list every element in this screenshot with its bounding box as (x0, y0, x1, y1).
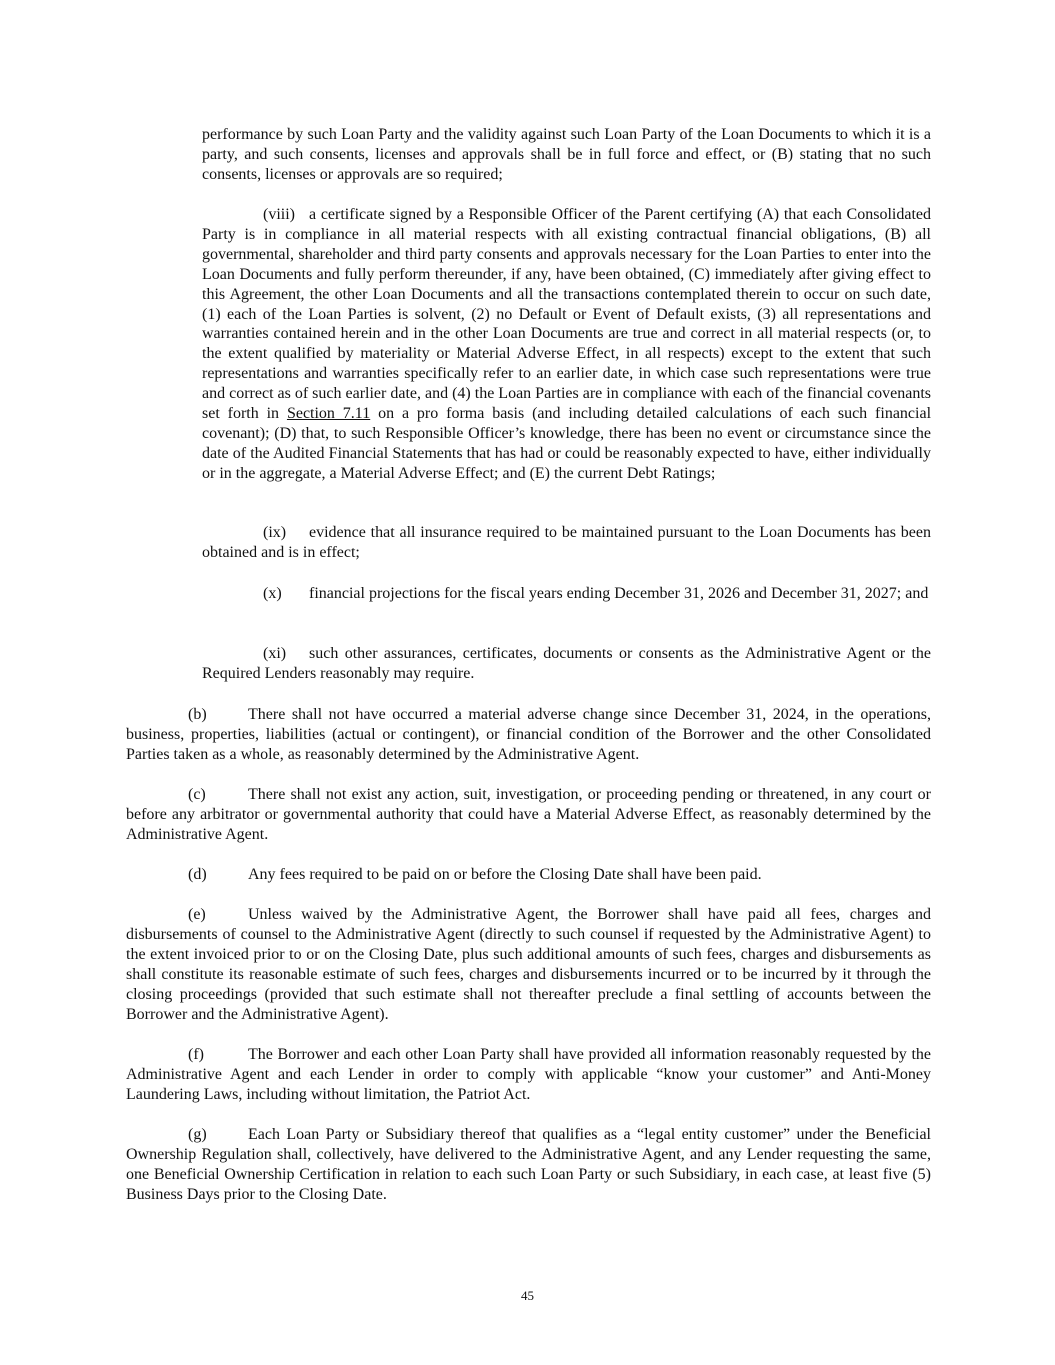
item-xi-paragraph (202, 644, 931, 684)
paragraph-f (126, 1045, 931, 1105)
item-viii-label: (viii) (263, 206, 295, 223)
paragraph-f-label: (f) (188, 1046, 204, 1063)
paragraph-b (126, 705, 931, 765)
paragraph-c-text: There shall not exist any action, suit, investigation, or proceeding pending or threatened, in any court or before any arbitrator or governmental authority that could have a Material Adverse Effect, as reasonably determined by the Administrative Agent. (126, 786, 931, 843)
item-viii-paragraph (202, 205, 931, 484)
item-x-text: financial projections for the fiscal years ending December 31, 2026 and December 31, 2027; and (309, 585, 929, 602)
paragraph-g (126, 1125, 931, 1205)
item-ix-paragraph (202, 523, 931, 563)
item-viii-text-after: on a pro forma basis (and including detailed calculations of each such financial covenant); (D) that, to such Responsible Officer’s knowledge, there has been no event or circumstance since the date of the Audited Financial Statements that has had or could be reasonably expected to have, either individually or in the aggregate, a Material Adverse Effect; and (E) the current Debt Ratings; (202, 405, 932, 482)
paragraph-b-label: (b) (188, 706, 207, 723)
continuation-paragraph (202, 125, 931, 185)
item-xi-text: such other assurances, certificates, documents or consents as the Administrative Agent or the Required Lenders reasonably may require. (202, 645, 931, 682)
paragraph-d-text: Any fees required to be paid on or before the Closing Date shall have been paid. (248, 866, 762, 883)
paragraph-e-label: (e) (188, 906, 206, 923)
paragraph-c-label: (c) (188, 786, 206, 803)
paragraph-c (126, 785, 931, 845)
paragraph-e (126, 905, 931, 1024)
section-7-11-link[interactable]: Section 7.11 (286, 405, 371, 423)
item-x-label: (x) (263, 585, 282, 602)
paragraph-g-label: (g) (188, 1126, 207, 1143)
page-number: 45 (521, 1288, 534, 1303)
paragraph-d (126, 865, 931, 885)
paragraph-e-text: Unless waived by the Administrative Agent, the Borrower shall have paid all fees, charges and disbursements of counsel to the Administrative Agent (directly to such counsel if requested by the Administrative Agent) to the extent invoiced prior to or on the Closing Date, plus such additional amounts of such fees, charges and disbursements as shall constitute its reasonable estimate of such fees, charges and disbursements incurred or to be incurred by it through the closing proceedings (provided that such estimate shall not thereafter preclude a final settling of accounts between the Borrower and the Administrative Agent). (126, 906, 931, 1023)
item-viii-text-before: a certificate signed by a Responsible Officer of the Parent certifying (A) that each Consolidated Party is in compliance in all material respects with all existing contractual financial obligations, (B) all governmental, shareholder and third party consents and approvals necessary for the Loan Parties to enter into the Loan Documents and fully perform thereunder, if any, have been obtained, (C) immediately after giving effect to this Agreement, the other Loan Documents and all the transactions contemplated therein to occur on such date, (1) each of the Loan Parties is solvent, (2) no Default or Event of Default exists, (3) all representations and warranties contained herein and in the other Loan Documents are true and correct in all material respects (or, to the extent qualified by materiality or Material Adverse Effect, in all respects) except to the extent that such representations and warranties specifically refer to an earlier date, in which case such representations were true and correct as of such earlier date, and (4) the Loan Parties are in compliance with each of the financial covenants set forth in (202, 206, 932, 423)
item-x-paragraph (202, 584, 931, 604)
item-ix-text: evidence that all insurance required to be maintained pursuant to the Loan Documents has been obtained and is in effect; (202, 524, 931, 561)
paragraph-b-text: There shall not have occurred a material adverse change since December 31, 2024, in the operations, business, properties, liabilities (actual or contingent), or financial condition of the Borrower and the other Consolidated Parties taken as a whole, as reasonably determined by the Administrative Agent. (126, 706, 931, 763)
paragraph-g-text: Each Loan Party or Subsidiary thereof that qualifies as a “legal entity customer” under the Beneficial Ownership Regulation shall, collectively, have delivered to the Administrative Agent, and any Lender requesting the same, one Beneficial Ownership Certification in relation to each such Loan Party or such Subsidiary, in each case, at least five (5) Business Days prior to the Closing Date. (126, 1126, 931, 1203)
continuation-text: performance by such Loan Party and the validity against such Loan Party of the Loan Documents to which it is a party, and such consents, licenses and approvals shall be in full force and effect, or (B) stating that no such consents, licenses or approvals are so required; (202, 126, 931, 183)
paragraph-d-label: (d) (188, 866, 207, 883)
item-ix-label: (ix) (263, 524, 287, 541)
item-xi-label: (xi) (263, 645, 287, 662)
paragraph-f-text: The Borrower and each other Loan Party shall have provided all information reasonably requested by the Administrative Agent and each Lender in order to comply with applicable “know your customer” and Anti-Money Laundering Laws, including without limitation, the Patriot Act. (126, 1046, 931, 1103)
